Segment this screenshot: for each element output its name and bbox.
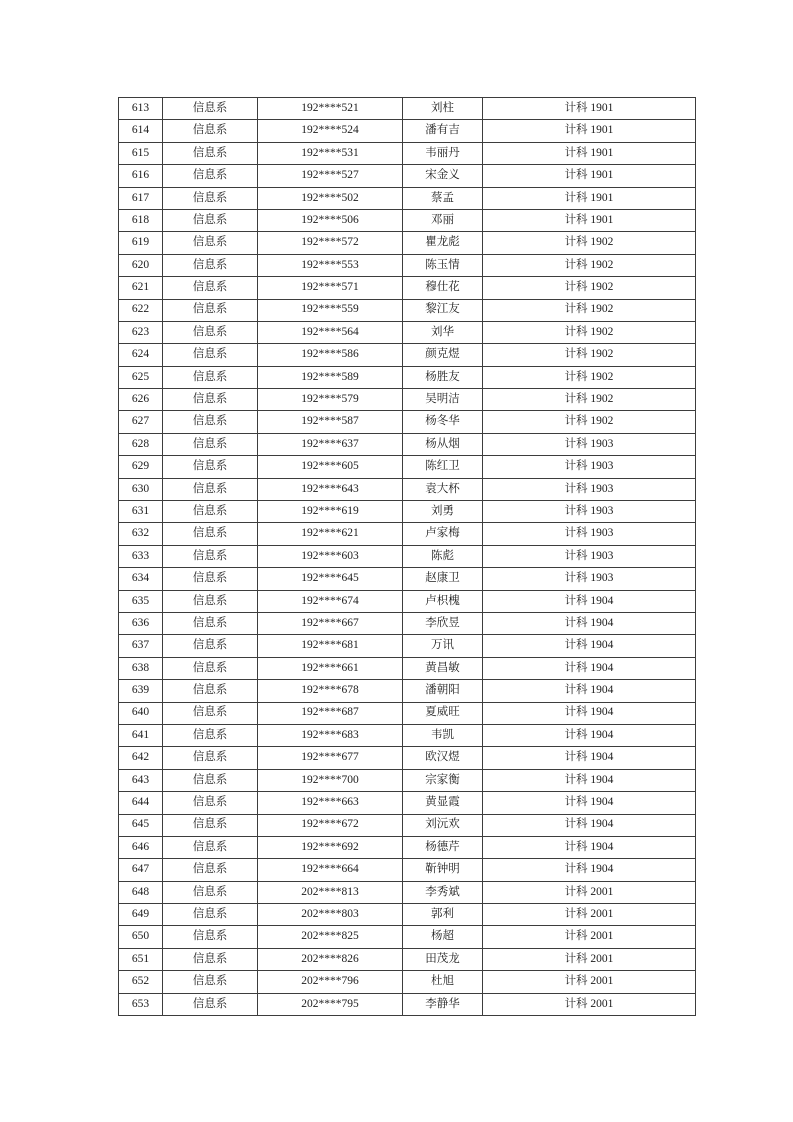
cell-name: 田茂龙 [403,948,483,970]
table-row [119,612,696,634]
table-row [119,277,696,299]
cell-student-id: 192****643 [258,478,403,500]
cell-serial: 628 [119,433,163,455]
cell-serial: 643 [119,769,163,791]
cell-department: 信息系 [163,769,258,791]
cell-department: 信息系 [163,478,258,500]
cell-student-id: 202****813 [258,881,403,903]
cell-student-id: 192****587 [258,411,403,433]
cell-department: 信息系 [163,702,258,724]
student-roster-table-body [119,98,696,1016]
cell-serial: 631 [119,501,163,523]
cell-student-id: 202****795 [258,993,403,1015]
table-row [119,568,696,590]
table-row [119,120,696,142]
cell-serial: 626 [119,389,163,411]
cell-serial: 624 [119,344,163,366]
cell-student-id: 192****663 [258,792,403,814]
cell-name: 杨胜友 [403,366,483,388]
cell-name: 穆仕花 [403,277,483,299]
cell-class: 计科 1903 [483,501,696,523]
cell-serial: 625 [119,366,163,388]
cell-serial: 642 [119,747,163,769]
cell-serial: 649 [119,904,163,926]
table-row [119,657,696,679]
cell-name: 刘沅欢 [403,814,483,836]
table-row [119,299,696,321]
cell-student-id: 192****603 [258,545,403,567]
cell-name: 李秀斌 [403,881,483,903]
cell-serial: 653 [119,993,163,1015]
cell-serial: 651 [119,948,163,970]
cell-class: 计科 1903 [483,523,696,545]
table-row [119,926,696,948]
cell-name: 潘朝阳 [403,680,483,702]
table-row [119,478,696,500]
cell-student-id: 192****621 [258,523,403,545]
cell-class: 计科 1902 [483,411,696,433]
cell-student-id: 192****672 [258,814,403,836]
cell-serial: 629 [119,456,163,478]
cell-class: 计科 1902 [483,299,696,321]
cell-class: 计科 2001 [483,948,696,970]
cell-name: 李欣昱 [403,612,483,634]
cell-class: 计科 2001 [483,971,696,993]
cell-department: 信息系 [163,568,258,590]
cell-serial: 639 [119,680,163,702]
table-row [119,702,696,724]
table-row [119,411,696,433]
table-row [119,792,696,814]
cell-class: 计科 1903 [483,568,696,590]
table-row [119,366,696,388]
cell-department: 信息系 [163,635,258,657]
table-row [119,433,696,455]
cell-department: 信息系 [163,456,258,478]
cell-class: 计科 1903 [483,433,696,455]
cell-class: 计科 1901 [483,165,696,187]
cell-name: 陈玉情 [403,254,483,276]
cell-class: 计科 2001 [483,904,696,926]
table-row [119,389,696,411]
cell-department: 信息系 [163,411,258,433]
cell-student-id: 192****637 [258,433,403,455]
cell-serial: 619 [119,232,163,254]
table-row [119,165,696,187]
table-row [119,836,696,858]
cell-serial: 645 [119,814,163,836]
cell-serial: 632 [119,523,163,545]
cell-name: 黄昌敏 [403,657,483,679]
cell-department: 信息系 [163,590,258,612]
cell-student-id: 192****683 [258,724,403,746]
table-row [119,187,696,209]
cell-student-id: 192****521 [258,98,403,120]
table-row [119,456,696,478]
cell-name: 韦凯 [403,724,483,746]
cell-department: 信息系 [163,612,258,634]
table-row [119,904,696,926]
cell-student-id: 192****677 [258,747,403,769]
cell-class: 计科 1904 [483,702,696,724]
cell-name: 颜克煜 [403,344,483,366]
cell-class: 计科 1902 [483,232,696,254]
cell-class: 计科 1901 [483,209,696,231]
cell-name: 瞿龙彪 [403,232,483,254]
cell-student-id: 192****531 [258,142,403,164]
cell-serial: 630 [119,478,163,500]
table-row [119,523,696,545]
cell-name: 靳钟明 [403,859,483,881]
cell-department: 信息系 [163,814,258,836]
cell-department: 信息系 [163,657,258,679]
cell-class: 计科 1904 [483,792,696,814]
cell-name: 赵康卫 [403,568,483,590]
cell-department: 信息系 [163,971,258,993]
cell-department: 信息系 [163,792,258,814]
cell-serial: 652 [119,971,163,993]
cell-student-id: 192****681 [258,635,403,657]
cell-student-id: 192****667 [258,612,403,634]
cell-name: 夏威旺 [403,702,483,724]
cell-name: 刘柱 [403,98,483,120]
cell-department: 信息系 [163,836,258,858]
table-row [119,948,696,970]
cell-student-id: 192****619 [258,501,403,523]
cell-serial: 640 [119,702,163,724]
cell-class: 计科 2001 [483,926,696,948]
cell-department: 信息系 [163,545,258,567]
cell-name: 吴明洁 [403,389,483,411]
cell-student-id: 192****589 [258,366,403,388]
cell-name: 杨德芹 [403,836,483,858]
cell-student-id: 192****678 [258,680,403,702]
table-row [119,635,696,657]
cell-serial: 638 [119,657,163,679]
cell-serial: 617 [119,187,163,209]
cell-class: 计科 1904 [483,590,696,612]
cell-student-id: 192****579 [258,389,403,411]
cell-student-id: 192****559 [258,299,403,321]
cell-serial: 614 [119,120,163,142]
cell-name: 刘华 [403,321,483,343]
cell-serial: 637 [119,635,163,657]
cell-serial: 613 [119,98,163,120]
cell-name: 杨超 [403,926,483,948]
cell-serial: 633 [119,545,163,567]
cell-class: 计科 1902 [483,254,696,276]
cell-name: 欧汉煜 [403,747,483,769]
student-roster-table [118,97,696,1016]
cell-department: 信息系 [163,523,258,545]
cell-serial: 646 [119,836,163,858]
table-row [119,232,696,254]
cell-class: 计科 1901 [483,98,696,120]
cell-department: 信息系 [163,993,258,1015]
table-row [119,501,696,523]
cell-class: 计科 1904 [483,724,696,746]
cell-department: 信息系 [163,232,258,254]
cell-class: 计科 1904 [483,814,696,836]
cell-student-id: 202****796 [258,971,403,993]
cell-serial: 636 [119,612,163,634]
cell-student-id: 192****571 [258,277,403,299]
cell-department: 信息系 [163,747,258,769]
cell-student-id: 192****664 [258,859,403,881]
cell-serial: 641 [119,724,163,746]
cell-class: 计科 1904 [483,859,696,881]
cell-department: 信息系 [163,142,258,164]
cell-department: 信息系 [163,277,258,299]
cell-department: 信息系 [163,389,258,411]
cell-class: 计科 1904 [483,747,696,769]
cell-name: 卢家梅 [403,523,483,545]
table-row [119,859,696,881]
cell-serial: 634 [119,568,163,590]
table-row [119,98,696,120]
cell-name: 郭利 [403,904,483,926]
table-row [119,142,696,164]
cell-name: 刘勇 [403,501,483,523]
cell-name: 蔡孟 [403,187,483,209]
cell-class: 计科 1901 [483,187,696,209]
cell-student-id: 202****826 [258,948,403,970]
cell-name: 潘有吉 [403,120,483,142]
cell-class: 计科 2001 [483,993,696,1015]
cell-student-id: 192****605 [258,456,403,478]
cell-student-id: 202****803 [258,904,403,926]
cell-student-id: 192****502 [258,187,403,209]
cell-department: 信息系 [163,321,258,343]
cell-department: 信息系 [163,881,258,903]
cell-class: 计科 1902 [483,277,696,299]
cell-name: 卢枳槐 [403,590,483,612]
cell-class: 计科 1904 [483,836,696,858]
table-row [119,881,696,903]
cell-student-id: 192****564 [258,321,403,343]
cell-serial: 623 [119,321,163,343]
cell-department: 信息系 [163,366,258,388]
cell-name: 黎江友 [403,299,483,321]
cell-department: 信息系 [163,98,258,120]
table-row [119,971,696,993]
cell-student-id: 192****572 [258,232,403,254]
cell-name: 宋金义 [403,165,483,187]
cell-name: 万讯 [403,635,483,657]
cell-serial: 622 [119,299,163,321]
cell-department: 信息系 [163,254,258,276]
table-row [119,724,696,746]
cell-class: 计科 1904 [483,612,696,634]
cell-student-id: 192****527 [258,165,403,187]
cell-department: 信息系 [163,859,258,881]
table-row [119,747,696,769]
cell-name: 杨冬华 [403,411,483,433]
cell-name: 宗家衡 [403,769,483,791]
cell-name: 袁大杯 [403,478,483,500]
cell-name: 陈彪 [403,545,483,567]
cell-serial: 635 [119,590,163,612]
cell-class: 计科 2001 [483,881,696,903]
cell-name: 邓丽 [403,209,483,231]
cell-name: 杜旭 [403,971,483,993]
cell-student-id: 192****687 [258,702,403,724]
cell-serial: 648 [119,881,163,903]
table-row [119,321,696,343]
table-row [119,209,696,231]
cell-class: 计科 1901 [483,120,696,142]
cell-class: 计科 1904 [483,769,696,791]
cell-department: 信息系 [163,926,258,948]
cell-department: 信息系 [163,501,258,523]
cell-class: 计科 1904 [483,680,696,702]
cell-name: 李静华 [403,993,483,1015]
cell-department: 信息系 [163,724,258,746]
cell-class: 计科 1903 [483,456,696,478]
cell-serial: 618 [119,209,163,231]
cell-student-id: 202****825 [258,926,403,948]
cell-department: 信息系 [163,187,258,209]
cell-serial: 644 [119,792,163,814]
cell-name: 陈红卫 [403,456,483,478]
cell-class: 计科 1904 [483,635,696,657]
table-row [119,344,696,366]
table-row [119,254,696,276]
cell-department: 信息系 [163,299,258,321]
cell-name: 黄显霞 [403,792,483,814]
cell-class: 计科 1901 [483,142,696,164]
cell-student-id: 192****645 [258,568,403,590]
cell-serial: 647 [119,859,163,881]
table-row [119,545,696,567]
cell-department: 信息系 [163,948,258,970]
cell-serial: 650 [119,926,163,948]
table-row [119,680,696,702]
cell-department: 信息系 [163,904,258,926]
table-row [119,769,696,791]
cell-student-id: 192****553 [258,254,403,276]
cell-class: 计科 1902 [483,344,696,366]
cell-department: 信息系 [163,433,258,455]
table-row [119,590,696,612]
cell-department: 信息系 [163,209,258,231]
cell-student-id: 192****700 [258,769,403,791]
cell-name: 韦丽丹 [403,142,483,164]
cell-department: 信息系 [163,680,258,702]
table-row [119,814,696,836]
cell-serial: 627 [119,411,163,433]
table-row [119,993,696,1015]
cell-class: 计科 1902 [483,389,696,411]
cell-department: 信息系 [163,165,258,187]
cell-student-id: 192****586 [258,344,403,366]
cell-serial: 621 [119,277,163,299]
cell-student-id: 192****674 [258,590,403,612]
cell-student-id: 192****692 [258,836,403,858]
cell-class: 计科 1902 [483,321,696,343]
cell-department: 信息系 [163,344,258,366]
cell-serial: 616 [119,165,163,187]
cell-department: 信息系 [163,120,258,142]
cell-student-id: 192****661 [258,657,403,679]
cell-name: 杨从烟 [403,433,483,455]
cell-serial: 620 [119,254,163,276]
cell-student-id: 192****524 [258,120,403,142]
cell-class: 计科 1902 [483,366,696,388]
cell-serial: 615 [119,142,163,164]
cell-student-id: 192****506 [258,209,403,231]
cell-class: 计科 1904 [483,657,696,679]
cell-class: 计科 1903 [483,545,696,567]
cell-class: 计科 1903 [483,478,696,500]
